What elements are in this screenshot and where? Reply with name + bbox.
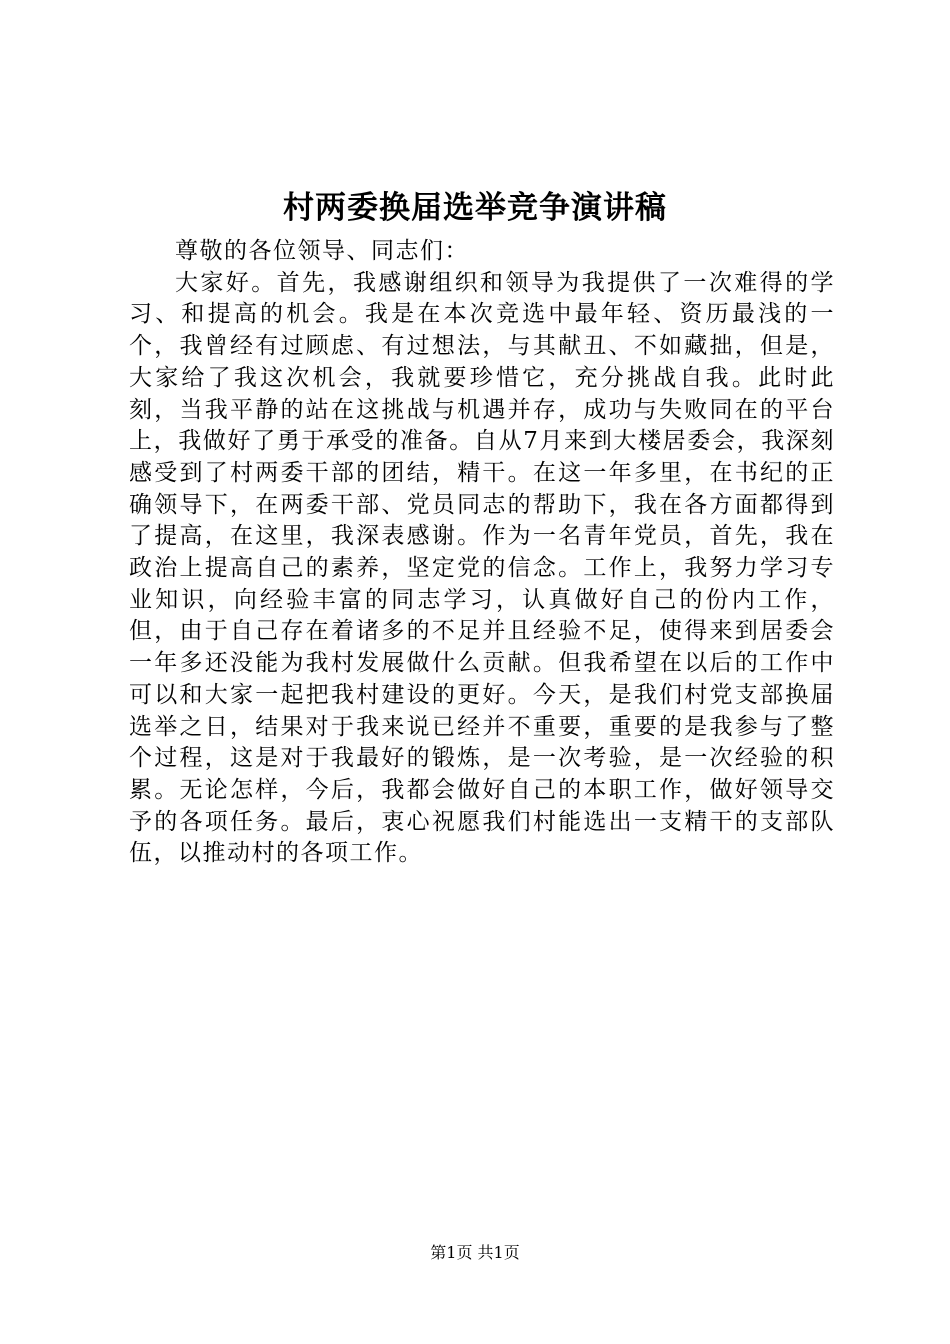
salutation: 尊敬的各位领导、同志们：: [175, 238, 469, 264]
document-body: [129, 236, 835, 870]
body-paragraph: 大家好。首先，我感谢组织和领导为我提供了一次难得的学习、和提高的机会。我是在本次竞选中最年轻、资历最浅的一个，我曾经有过顾虑、有过想法，与其献丑、不如藏拙，但是，大家给了我这次机会，我就要珍惜它，充分挑战自我。此时此刻，当我平静的站在这挑战与机遇并存，成功与失败同在的平台上，我做好了勇于承受的准备。自从7月来到大楼居委会，我深刻感受到了村两委干部的团结，精干。在这一年多里，在书纪的正确领导下，在两委干部、党员同志的帮助下，我在各方面都得到了提高，在这里，我深表感谢。作为一名青年党员，首先，我在政治上提高自己的素养，坚定党的信念。工作上，我努力学习专业知识，向经验丰富的同志学习，认真做好自己的份内工作，但，由于自己存在着诸多的不足并且经验不足，使得来到居委会一年多还没能为我村发展做什么贡献。但我希望在以后的工作中可以和大家一起把我村建设的更好。今天，是我们村党支部换届选举之日，结果对于我来说已经并不重要，重要的是我参与了整个过程，这是对于我最好的锻炼，是一次考验，是一次经验的积累。无论怎样，今后，我都会做好自己的本职工作，做好领导交予的各项任务。最后，衷心祝愿我们村能选出一支精干的支部队伍，以推动村的各项工作。: [129, 269, 835, 867]
document-title: 村两委换届选举竞争演讲稿: [283, 190, 667, 226]
page-number-footer: 第1页 共1页: [430, 1243, 520, 1262]
